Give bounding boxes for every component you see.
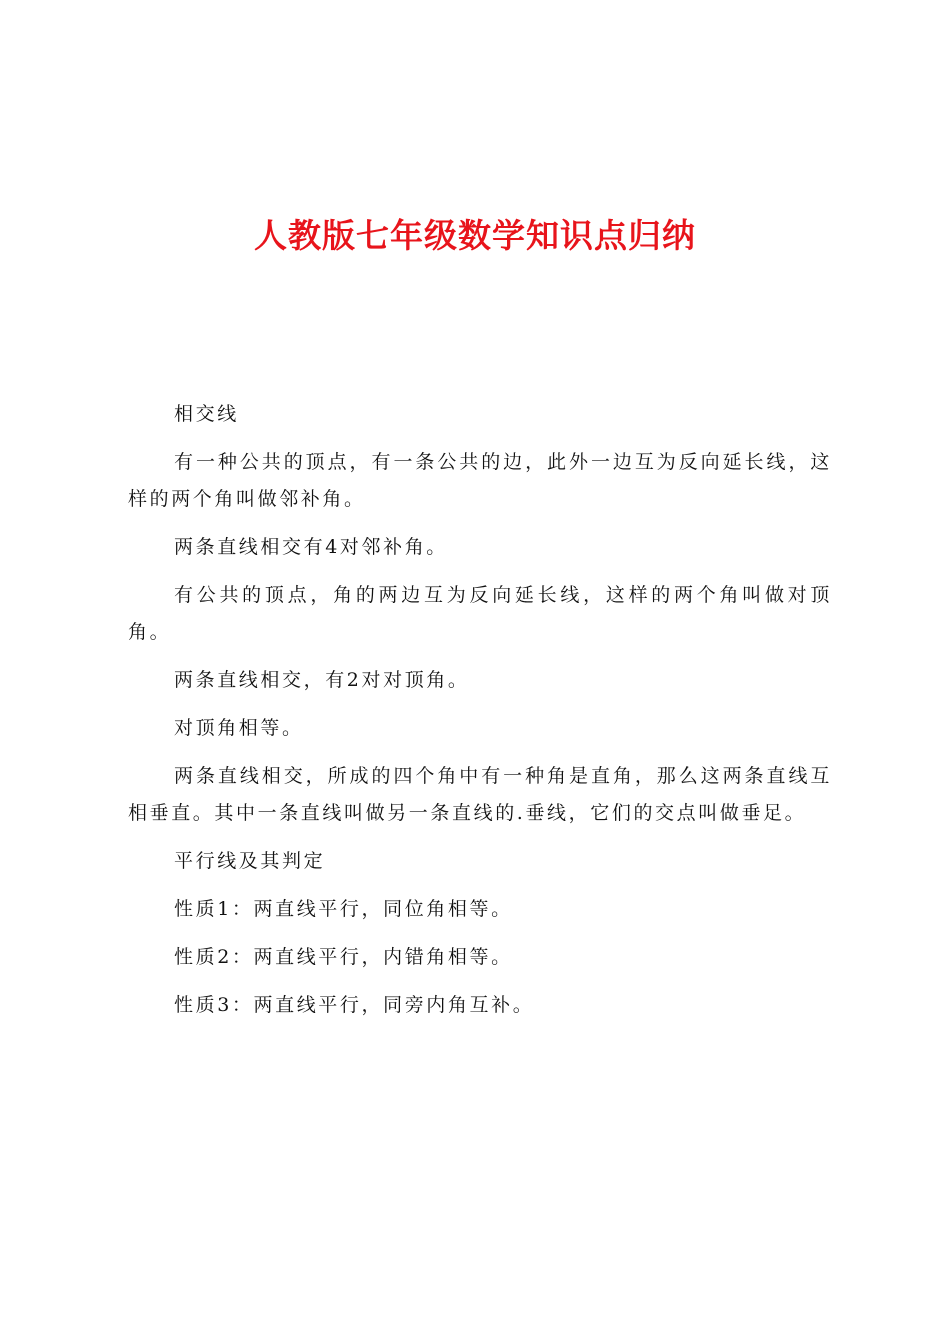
paragraph-property-1: 性质1：两直线平行，同位角相等。 (174, 898, 513, 920)
paragraph-vertical-angles-definition: 有公共的顶点，角的两边互为反向延长线，这样的两个角叫做对顶角。 (128, 584, 832, 643)
paragraph-property-2: 性质2：两直线平行，内错角相等。 (174, 946, 513, 968)
paragraph-vertical-angles-equal: 对顶角相等。 (174, 717, 304, 739)
paragraph-perpendicular-definition: 两条直线相交，所成的四个角中有一种角是直角，那么这两条直线互相垂直。其中一条直线叫做另一条直线的.垂线，它们的交点叫做垂足。 (128, 765, 832, 824)
paragraph-adjacent-supplementary-count: 两条直线相交有4对邻补角。 (174, 536, 448, 558)
paragraph-heading-parallel-lines: 平行线及其判定 (174, 850, 326, 872)
paragraph-heading-intersecting-lines: 相交线 (174, 403, 239, 425)
paragraph-property-3: 性质3：两直线平行，同旁内角互补。 (174, 994, 535, 1016)
paragraph-adjacent-supplementary-definition: 有一种公共的顶点，有一条公共的边，此外一边互为反向延长线，这样的两个角叫做邻补角。 (128, 451, 832, 510)
paragraph-vertical-angles-count: 两条直线相交，有2对对顶角。 (174, 669, 470, 691)
document-title: 人教版七年级数学知识点归纳 (254, 216, 696, 255)
document-body (128, 396, 832, 1035)
